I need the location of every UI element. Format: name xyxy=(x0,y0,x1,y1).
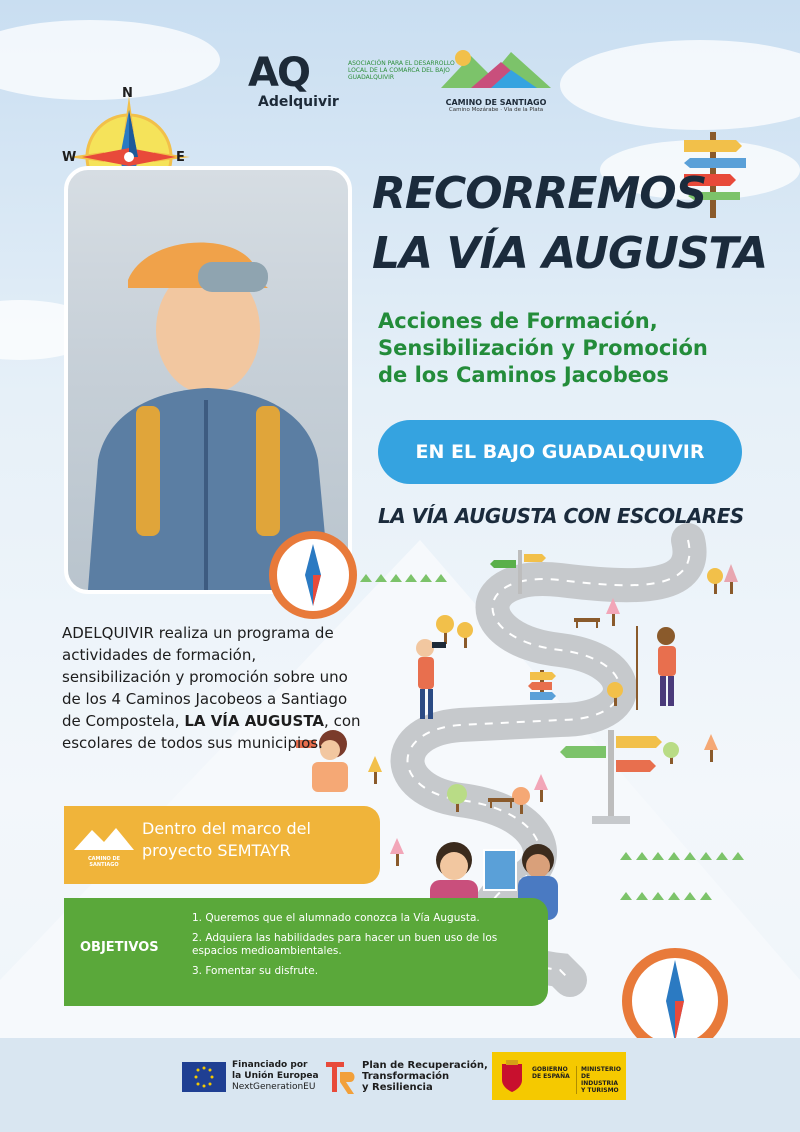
objetivos-box xyxy=(64,898,548,1006)
compass-w-label: W xyxy=(62,150,77,165)
semtayr-line2: proyecto SEMTAYR xyxy=(142,841,291,860)
objetivo-item: 2. Adquiera las habilidades para hacer un buen uso de los espacios medioambientales. xyxy=(192,932,498,957)
objetivo-item: 3. Fomentar su disfrute. xyxy=(192,965,319,977)
semtayr-box xyxy=(64,806,380,884)
camino-de-santiago-logo xyxy=(436,48,556,128)
subtitle xyxy=(378,308,778,389)
adelquivir-logo-letters: AQ xyxy=(248,50,309,96)
description-part1: ADELQUIVIR realiza un programa de actividades de formación, sensibilización y promoción sobre uno de los 4 Caminos Jacobeos a Santiago de Compostela, xyxy=(62,624,348,730)
eu-flag-icon xyxy=(182,1062,226,1092)
eu-line2: la Unión Europea xyxy=(232,1071,319,1081)
boy-illustration xyxy=(68,170,348,590)
subtitle-line3: de los Caminos Jacobeos xyxy=(378,363,669,387)
eu-line3: NextGenerationEU xyxy=(232,1082,316,1092)
gob-line2: DE ESPAÑA xyxy=(532,1073,570,1080)
tagline: LA VÍA AUGUSTA CON ESCOLARES xyxy=(378,504,744,528)
semtayr-text xyxy=(142,818,311,862)
objetivo-item: 1. Queremos que el alumnado conozca la Vía Augusta. xyxy=(192,912,480,924)
gobierno-text xyxy=(532,1066,570,1080)
subtitle-line2: Sensibilización y Promoción xyxy=(378,336,708,360)
adelquivir-logo-name: Adelquivir xyxy=(258,94,339,110)
semtayr-logo-text: CAMINO DE SANTIAGO xyxy=(87,856,121,868)
mountains-icon xyxy=(74,824,134,852)
ministerio-text xyxy=(576,1066,626,1094)
semtayr-logo xyxy=(74,824,134,866)
gobierno-logo xyxy=(492,1052,626,1100)
region-pill: EN EL BAJO GUADALQUIVIR xyxy=(378,420,742,484)
objetivos-label: OBJETIVOS xyxy=(80,940,159,955)
min-line1: MINISTERIO xyxy=(581,1066,621,1073)
main-title xyxy=(372,164,772,284)
main-title-line2: LA VÍA AUGUSTA xyxy=(372,228,768,279)
funding-footer xyxy=(0,1038,800,1132)
objetivos-list xyxy=(192,912,538,985)
mountains-icon xyxy=(441,48,551,92)
description-part2: , con escolares de todos sus municipios. xyxy=(62,712,361,752)
semtayr-line1: Dentro del marco del xyxy=(142,819,311,838)
adelquivir-logo-subtitle: ASOCIACIÓN PARA EL DESARROLLO LOCAL DE LA COMARCA DEL BAJO GUADALQUIVIR xyxy=(348,60,455,81)
prtr-text xyxy=(362,1060,488,1093)
camino-logo-subtitle: Camino Mozárabe · Vía de la Plata xyxy=(448,107,544,113)
compass-n-label: N xyxy=(122,86,133,101)
eu-funding-text xyxy=(232,1060,319,1093)
adelquivir-logo xyxy=(248,50,455,120)
prtr-line3: y Resiliencia xyxy=(362,1082,433,1093)
compass-e-label: E xyxy=(176,150,185,165)
description-bold: LA VÍA AUGUSTA xyxy=(184,712,325,730)
eu-line1: Financiado por xyxy=(232,1060,308,1070)
min-line3: Y TURISMO xyxy=(581,1087,619,1094)
coat-of-arms-icon xyxy=(498,1058,526,1094)
description-paragraph xyxy=(62,622,362,754)
small-compass-icon xyxy=(268,530,358,620)
prtr-line1: Plan de Recuperación, xyxy=(362,1060,488,1071)
subtitle-line1: Acciones de Formación, xyxy=(378,309,658,333)
prtr-line2: Transformación xyxy=(362,1071,450,1082)
main-title-line1: RECORREMOS xyxy=(372,168,707,219)
hiker-with-staff xyxy=(636,626,676,710)
prtr-logo-icon xyxy=(326,1060,356,1096)
gob-line1: GOBIERNO xyxy=(532,1066,568,1073)
min-line2: DE INDUSTRIA xyxy=(581,1073,619,1087)
camino-logo-title: CAMINO DE SANTIAGO xyxy=(445,98,547,107)
